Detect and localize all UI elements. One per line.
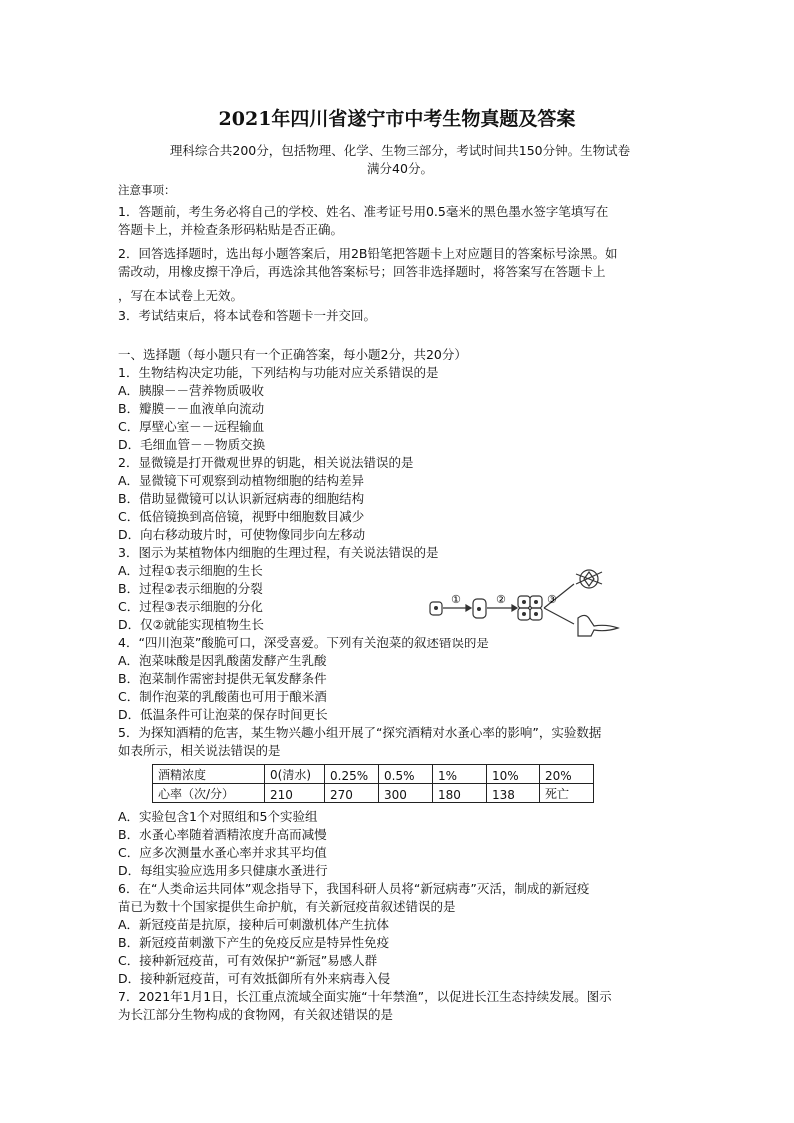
process-label-2: ② — [496, 593, 506, 606]
table-cell: 死亡 — [540, 784, 594, 803]
question-line: C．制作泡菜的乳酸菌也可用于酿米酒 — [118, 689, 327, 704]
question-line: B．水蚤心率随着酒精浓度升高而减慢 — [118, 827, 327, 842]
question-line: D．毛细血管－－物质交换 — [118, 437, 266, 452]
table-cell: 210 — [265, 784, 325, 803]
question-line: 苗已为数十个国家提供生命护航，有关新冠疫苗叙述错误的是 — [118, 899, 456, 914]
question-line: A．过程①表示细胞的生长 — [118, 563, 263, 578]
question-line: C．过程③表示细胞的分化 — [118, 599, 263, 614]
subtitle-line: 理科综合共200分，包括物理、化学、生物三部分，考试时间共150分钟。生物试卷 — [169, 143, 631, 158]
question-line: D．低温条件可让泡菜的保存时间更长 — [118, 707, 328, 722]
question-line: C．低倍镜换到高倍镜，视野中细胞数目减少 — [118, 509, 365, 524]
page-title: 2021年四川省遂宁市中考生物真题及答案 — [218, 108, 576, 130]
table-cell: 138 — [487, 784, 540, 803]
notice-line: 1．答题前，考生务必将自己的学校、姓名、准考证号用0.5毫米的黑色墨水签字笔填写在 — [118, 204, 609, 219]
question-line: 1．生物结构决定功能，下列结构与功能对应关系错误的是 — [118, 365, 439, 380]
table-cell: 酒精浓度 — [153, 765, 265, 784]
notice-line: 答题卡上，并检查条形码粘贴是否正确。 — [118, 222, 344, 237]
question-line: 3．图示为某植物体内细胞的生理过程，有关说法错误的是 — [118, 545, 439, 560]
question-line: 4．“四川泡菜”酸脆可口，深受喜爱。下列有关泡菜的叙述错误的是 — [118, 635, 489, 650]
question-line: 2．显微镜是打开微观世界的钥匙，相关说法错误的是 — [118, 455, 414, 470]
question-line: A．泡菜味酸是因乳酸菌发酵产生乳酸 — [118, 653, 327, 668]
question-line: 7．2021年1月1日，长江重点流域全面实施“十年禁渔”，以促进长江生态持续发展。图示 — [118, 989, 612, 1004]
alcohol-heart-rate-table — [152, 764, 594, 803]
notice-line: 3．考试结束后，将本试卷和答题卡一并交回。 — [118, 308, 376, 323]
question-line: A．实验包含1个对照组和5个实验组 — [118, 809, 318, 824]
question-line: D．接种新冠疫苗，可有效抵御所有外来病毒入侵 — [118, 971, 391, 986]
cell-process-diagram — [426, 566, 656, 638]
process-label-3: ③ — [547, 593, 557, 606]
question-line: D．向右移动玻片时，可使物像同步向左移动 — [118, 527, 366, 542]
question-line: 6．在“人类命运共同体”观念指导下，我国科研人员将“新冠病毒”灭活，制成的新冠疫 — [118, 881, 590, 896]
question-line: D．每组实验应选用多只健康水蚤进行 — [118, 863, 328, 878]
table-cell: 0.5% — [379, 765, 433, 784]
table-cell: 10% — [487, 765, 540, 784]
section-heading: 一、选择题（每小题只有一个正确答案，每小题2分，共20分） — [118, 347, 467, 362]
table-cell: 300 — [379, 784, 433, 803]
table-cell: 心率（次/分） — [153, 784, 265, 803]
notice-line: ，写在本试卷上无效。 — [118, 288, 244, 303]
notice-line: 2．回答选择题时，选出每小题答案后，用2B铅笔把答题卡上对应题目的答案标号涂黑。如 — [118, 246, 618, 261]
question-line: A．显微镜下可观察到动植物细胞的结构差异 — [118, 473, 365, 488]
question-line: A．胰腺－－营养物质吸收 — [118, 383, 265, 398]
question-line: A．新冠疫苗是抗原，接种后可刺激机体产生抗体 — [118, 917, 390, 932]
subtitle-line: 满分40分。 — [367, 161, 433, 176]
question-line: B．过程②表示细胞的分裂 — [118, 581, 263, 596]
table-cell: 1% — [433, 765, 487, 784]
question-line: 如表所示，相关说法错误的是 — [118, 743, 281, 758]
question-line: 为长江部分生物构成的食物网，有关叙述错误的是 — [118, 1007, 394, 1022]
question-line: 5．为探知酒精的危害，某生物兴趣小组开展了“探究酒精对水蚤心率的影响”，实验数据 — [118, 725, 602, 740]
notice-line: 需改动，用橡皮擦干净后，再选涂其他答案标号；回答非选择题时，将答案写在答题卡上 — [118, 264, 606, 279]
table-cell: 270 — [325, 784, 379, 803]
question-line: B．新冠疫苗刺激下产生的免疫反应是特异性免疫 — [118, 935, 390, 950]
table-cell: 180 — [433, 784, 487, 803]
question-line: C．应多次测量水蚤心率并求其平均值 — [118, 845, 327, 860]
table-cell: 20% — [540, 765, 594, 784]
process-label-1: ① — [451, 593, 461, 606]
question-line: B．瓣膜－－血液单向流动 — [118, 401, 265, 416]
notice-label: 注意事项： — [118, 183, 176, 197]
question-line: C．接种新冠疫苗，可有效保护“新冠”易感人群 — [118, 953, 378, 968]
question-line: C．厚壁心室－－远程输血 — [118, 419, 265, 434]
table-row — [153, 784, 594, 803]
table-cell: 0(清水) — [265, 765, 325, 784]
question-line: D．仅②就能实现植物生长 — [118, 617, 264, 632]
question-line: B．泡菜制作需密封提供无氧发酵条件 — [118, 671, 327, 686]
table-row — [153, 765, 594, 784]
question-line: B．借助显微镜可以认识新冠病毒的细胞结构 — [118, 491, 365, 506]
table-cell: 0.25% — [325, 765, 379, 784]
